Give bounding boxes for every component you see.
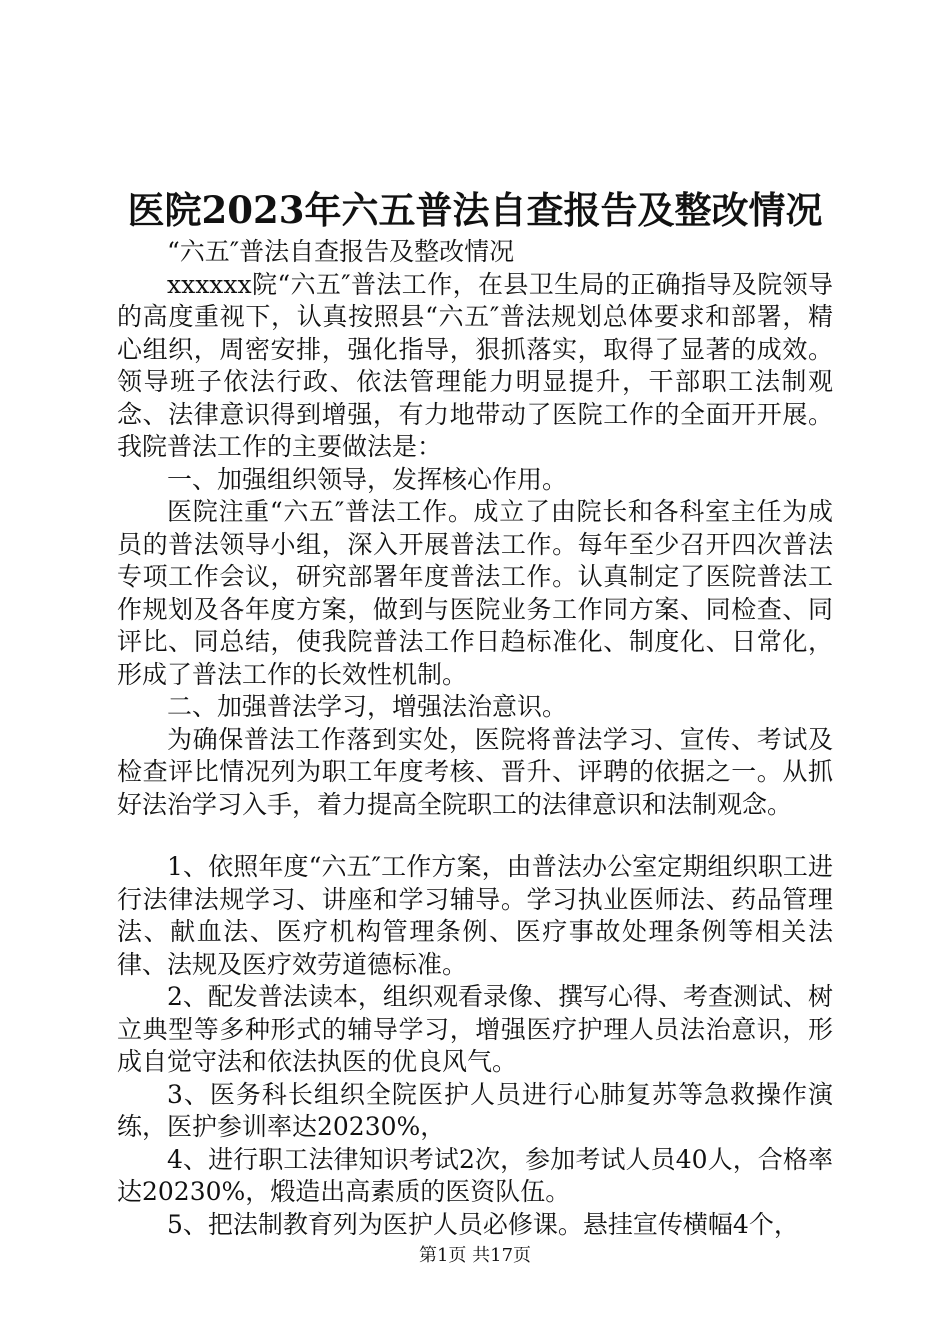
section-1-paragraph: 医院注重“六五″普法工作。成立了由院长和各科室主任为成员的普法领导小组，深入开展普法工作。每年至少召开四次普法专项工作会议，研究部署年度普法工作。认真制定了医院普法工作规划及各年度方案，做到与医院业务工作同方案、同检查、同评比、同总结，使我院普法工作日趋标准化、制度化、日常化，形成了普法工作的长效性机制。 [117, 497, 833, 689]
section-heading-2: 二、加强普法学习，增强法治意识。 [167, 692, 568, 721]
list-item-4: 4、进行职工法律知识考试2次，参加考试人员40人，合格率达20230%，煅造出高素质的医资队伍。 [117, 1144, 833, 1206]
section-2-paragraph: 为确保普法工作落到实处，医院将普法学习、宣传、考试及检查评比情况列为职工年度考核、晋升、评聘的依据之一。从抓好法治学习入手，着力提高全院职工的法律意识和法制观念。 [117, 724, 833, 819]
intro-paragraph: xxxxxx院“六五″普法工作，在县卫生局的正确指导及院领导的高度重视下，认真按照县“六五″普法规划总体要求和部署，精心组织，周密安排，强化指导，狠抓落实，取得了显著的成效。领导班子依法行政、依法管理能力明显提升，干部职工法制观念、法律意识得到增强，有力地带动了医院工作的全面开开展。我院普法工作的主要做法是： [117, 269, 833, 461]
page-footer: 第1页 共17页 [418, 1245, 532, 1266]
list-item-3: 3、医务科长组织全院医护人员进行心肺复苏等急救操作演练，医护参训率达20230%， [117, 1079, 833, 1141]
list-item-2: 2、配发普法读本，组织观看录像、撰写心得、考查测试、树立典型等多种形式的辅导学习，增强医疗护理人员法治意识，形成自觉守法和依法执医的优良风气。 [117, 982, 833, 1076]
list-item-5: 5、把法制教育列为医护人员必修课。悬挂宣传横幅4个， [167, 1209, 799, 1239]
list-item-1: 1、依照年度“六五″工作方案，由普法办公室定期组织职工进行法律法规学习、讲座和学习辅导。学习执业医师法、药品管理法、献血法、医疗机构管理条例、医疗事故处理条例等相关法律、法规及医疗效劳道德标准。 [117, 852, 833, 979]
subtitle-paragraph: “六五″普法自查报告及整改情况 [167, 237, 515, 266]
section-heading-1: 一、加强组织领导，发挥核心作用。 [167, 464, 568, 494]
paragraph-gap [117, 821, 833, 851]
document-body [117, 236, 833, 1241]
document-title: 医院2023年六五普法自查报告及整改情况 [127, 188, 823, 232]
